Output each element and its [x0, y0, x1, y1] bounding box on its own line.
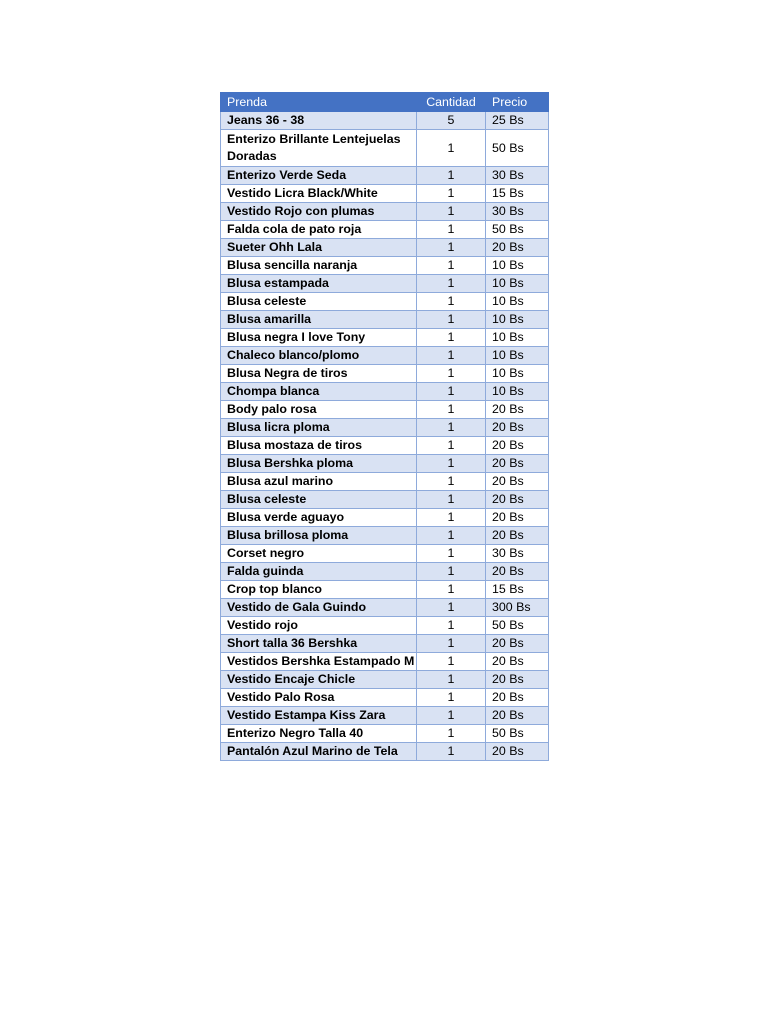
table-row: [221, 221, 549, 239]
table-row: [221, 473, 549, 491]
cell-price: 10 Bs: [486, 329, 549, 347]
cell-quantity: 1: [417, 455, 486, 473]
clothing-price-table: [220, 92, 549, 761]
cell-item: Enterizo Brillante Lentejuelas Doradas: [221, 130, 417, 167]
cell-item: Jeans 36 - 38: [221, 112, 417, 130]
cell-item: Chaleco blanco/plomo: [221, 347, 417, 365]
cell-quantity: 1: [417, 167, 486, 185]
cell-price: 20 Bs: [486, 689, 549, 707]
cell-price: 50 Bs: [486, 130, 549, 167]
cell-item: Blusa mostaza de tiros: [221, 437, 417, 455]
table-row: [221, 671, 549, 689]
table-row: [221, 527, 549, 545]
table-row: [221, 167, 549, 185]
cell-price: 20 Bs: [486, 239, 549, 257]
cell-quantity: 1: [417, 725, 486, 743]
cell-price: 20 Bs: [486, 419, 549, 437]
cell-quantity: 1: [417, 473, 486, 491]
cell-price: 20 Bs: [486, 491, 549, 509]
cell-item: Enterizo Negro Talla 40: [221, 725, 417, 743]
cell-price: 20 Bs: [486, 743, 549, 761]
cell-item: Short talla 36 Bershka: [221, 635, 417, 653]
table-row: [221, 545, 549, 563]
cell-item: Vestido de Gala Guindo: [221, 599, 417, 617]
cell-item: Vestido Rojo con plumas: [221, 203, 417, 221]
table-row: [221, 419, 549, 437]
cell-price: 15 Bs: [486, 185, 549, 203]
cell-price: 10 Bs: [486, 275, 549, 293]
table-row: [221, 203, 549, 221]
cell-price: 50 Bs: [486, 725, 549, 743]
cell-price: 20 Bs: [486, 563, 549, 581]
table-row: [221, 743, 549, 761]
cell-item: Vestido Licra Black/White: [221, 185, 417, 203]
cell-quantity: 1: [417, 743, 486, 761]
table-row: [221, 347, 549, 365]
cell-price: 50 Bs: [486, 617, 549, 635]
table-row: [221, 437, 549, 455]
cell-item: Enterizo Verde Seda: [221, 167, 417, 185]
cell-price: 20 Bs: [486, 437, 549, 455]
cell-item: Blusa azul marino: [221, 473, 417, 491]
cell-price: 20 Bs: [486, 653, 549, 671]
cell-price: 20 Bs: [486, 527, 549, 545]
cell-item: Sueter Ohh Lala: [221, 239, 417, 257]
table-row: [221, 491, 549, 509]
cell-item: Corset negro: [221, 545, 417, 563]
cell-quantity: 1: [417, 581, 486, 599]
table-row: [221, 275, 549, 293]
cell-price: 20 Bs: [486, 473, 549, 491]
cell-quantity: 1: [417, 509, 486, 527]
cell-item: Pantalón Azul Marino de Tela: [221, 743, 417, 761]
cell-price: 10 Bs: [486, 365, 549, 383]
cell-quantity: 1: [417, 221, 486, 239]
table-row: [221, 130, 549, 167]
cell-item: Chompa blanca: [221, 383, 417, 401]
cell-quantity: 1: [417, 365, 486, 383]
table-row: [221, 239, 549, 257]
cell-price: 30 Bs: [486, 203, 549, 221]
cell-quantity: 1: [417, 185, 486, 203]
cell-item: Blusa brillosa ploma: [221, 527, 417, 545]
cell-quantity: 1: [417, 689, 486, 707]
cell-quantity: 1: [417, 545, 486, 563]
cell-quantity: 1: [417, 671, 486, 689]
table-row: [221, 455, 549, 473]
cell-item: Vestido rojo: [221, 617, 417, 635]
cell-price: 25 Bs: [486, 112, 549, 130]
table-row: [221, 653, 549, 671]
table-row: [221, 383, 549, 401]
header-item: Prenda: [221, 93, 417, 112]
cell-item: Blusa amarilla: [221, 311, 417, 329]
table-row: [221, 563, 549, 581]
table-row: [221, 185, 549, 203]
cell-price: 10 Bs: [486, 383, 549, 401]
cell-quantity: 1: [417, 491, 486, 509]
cell-quantity: 1: [417, 563, 486, 581]
cell-item: Vestido Estampa Kiss Zara: [221, 707, 417, 725]
table-row: [221, 599, 549, 617]
cell-quantity: 1: [417, 203, 486, 221]
table-row: [221, 725, 549, 743]
table-row: [221, 581, 549, 599]
cell-item: Body palo rosa: [221, 401, 417, 419]
table-row: [221, 329, 549, 347]
table-row: [221, 617, 549, 635]
table-row: [221, 257, 549, 275]
cell-item: Blusa estampada: [221, 275, 417, 293]
table-body: [221, 112, 549, 761]
cell-price: 20 Bs: [486, 455, 549, 473]
table-header-row: [221, 93, 549, 112]
cell-price: 300 Bs: [486, 599, 549, 617]
cell-price: 10 Bs: [486, 311, 549, 329]
cell-item: Falda cola de pato roja: [221, 221, 417, 239]
cell-item: Blusa celeste: [221, 293, 417, 311]
cell-quantity: 1: [417, 419, 486, 437]
table-row: [221, 311, 549, 329]
cell-quantity: 1: [417, 707, 486, 725]
table-row: [221, 509, 549, 527]
cell-price: 15 Bs: [486, 581, 549, 599]
cell-price: 20 Bs: [486, 635, 549, 653]
cell-item: Blusa Negra de tiros: [221, 365, 417, 383]
cell-item: Vestido Palo Rosa: [221, 689, 417, 707]
cell-quantity: 1: [417, 347, 486, 365]
cell-quantity: 1: [417, 257, 486, 275]
cell-price: 10 Bs: [486, 293, 549, 311]
table-row: [221, 707, 549, 725]
cell-quantity: 1: [417, 437, 486, 455]
cell-quantity: 1: [417, 329, 486, 347]
cell-price: 30 Bs: [486, 545, 549, 563]
cell-quantity: 1: [417, 617, 486, 635]
cell-price: 30 Bs: [486, 167, 549, 185]
table-row: [221, 635, 549, 653]
cell-price: 20 Bs: [486, 509, 549, 527]
cell-quantity: 1: [417, 527, 486, 545]
cell-item: Crop top blanco: [221, 581, 417, 599]
header-price: Precio: [486, 93, 549, 112]
cell-item: Vestido Encaje Chicle: [221, 671, 417, 689]
cell-quantity: 1: [417, 635, 486, 653]
cell-item: Falda guinda: [221, 563, 417, 581]
cell-item: Blusa celeste: [221, 491, 417, 509]
cell-item: Vestidos Bershka Estampado M: [221, 653, 417, 671]
cell-quantity: 1: [417, 293, 486, 311]
cell-price: 20 Bs: [486, 671, 549, 689]
cell-quantity: 1: [417, 383, 486, 401]
cell-price: 50 Bs: [486, 221, 549, 239]
table-row: [221, 293, 549, 311]
cell-item: Blusa Bershka ploma: [221, 455, 417, 473]
cell-item: Blusa licra ploma: [221, 419, 417, 437]
cell-price: 10 Bs: [486, 347, 549, 365]
cell-quantity: 1: [417, 311, 486, 329]
header-quantity: Cantidad: [417, 93, 486, 112]
cell-item: Blusa negra I love Tony: [221, 329, 417, 347]
cell-item: Blusa verde aguayo: [221, 509, 417, 527]
cell-quantity: 1: [417, 653, 486, 671]
cell-quantity: 1: [417, 239, 486, 257]
cell-price: 10 Bs: [486, 257, 549, 275]
cell-quantity: 1: [417, 401, 486, 419]
cell-quantity: 1: [417, 275, 486, 293]
cell-quantity: 5: [417, 112, 486, 130]
cell-quantity: 1: [417, 599, 486, 617]
table-row: [221, 401, 549, 419]
table-row: [221, 365, 549, 383]
cell-price: 20 Bs: [486, 707, 549, 725]
cell-price: 20 Bs: [486, 401, 549, 419]
table-row: [221, 112, 549, 130]
table-row: [221, 689, 549, 707]
cell-quantity: 1: [417, 130, 486, 167]
cell-item: Blusa sencilla naranja: [221, 257, 417, 275]
